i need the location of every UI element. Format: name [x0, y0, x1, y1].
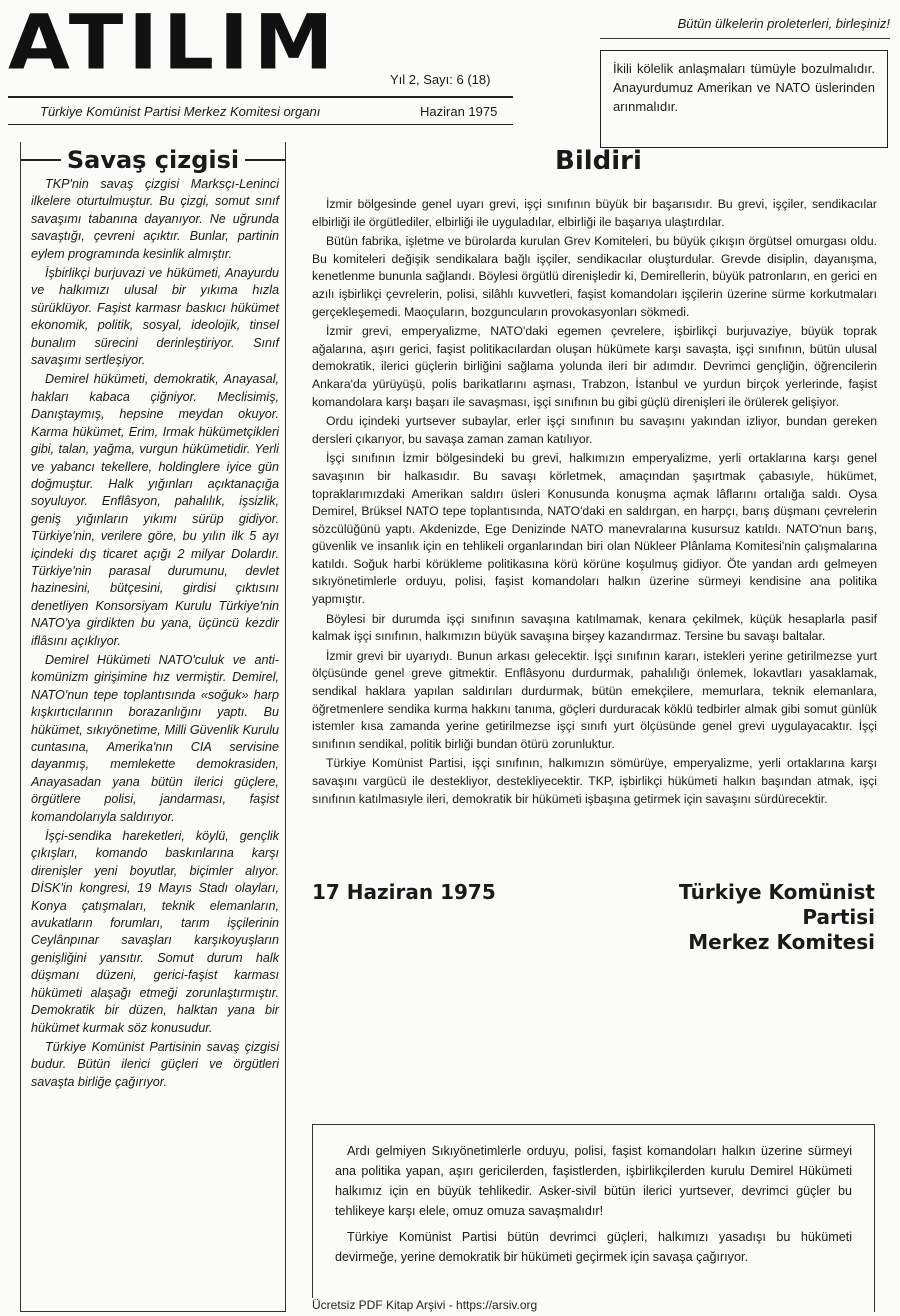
- main-paragraph: İzmir grevi, emperyalizme, NATO'daki egemen çevrelere, işbirlikçi burjuvaziye, büyük toprak ağalarına, aşırı gerici, faşist politikacılardan oluşan hükümete karşı savaşta, işçi sınıfının, bütün ulusal demokratik, ilerici güçlerin birliğini sağlama yolunda ileri bir adımdır. Devrimci gençliğin, öğrencilerin Ankara'da yürüyüşü, polis barikatlarını aşması, Trabzon, İstanbul ve yurdun birçok yerlerinde, faşist komandolara karşı başarı ile savaşması, işçi sınıfının bu gibi güçlü direnişleri ile örülerek gelişiyor.: [312, 324, 877, 409]
- issue-number: Yıl 2, Sayı: 6 (18): [390, 72, 491, 87]
- main-paragraph: Böylesi bir durumda işçi sınıfının savaşına katılmamak, kenara çekilmek, küçük hesaplarla pasif kalmak işçi sınıfının, halkımızın büyük savaşına birşey kazandırmaz. Tersine bu savaşı baltalar.: [312, 611, 877, 644]
- signature-date: 17 Haziran 1975: [312, 880, 496, 904]
- callout-paragraph: Ardı gelmiyen Sıkıyönetimlerle orduyu, polisi, faşist komandoları halkın üzerine sürmeyi ana politika yapan, aşırı gericilerden, faşistlerden, işbirlikçilerden kurulu Demirel Hükümeti halkımız için en büyük tehlikedir. Asker-sivil bütün ilerici yurtsever, devrimci güçler bu tehlikeye karşı elele, omuz omuza savaşmalıdır!: [335, 1144, 852, 1218]
- left-article-title: Savaş çizgisi: [66, 146, 240, 174]
- main-paragraph: İzmir bölgesinde genel uyarı grevi, işçi sınıfının büyük bir başarısıdır. Bu grevi, işçiler, sendikacılar elbirliği ile örgütlediler, elbirliği ile uyguladılar, elbirliği ile başarıya ulaştırdılar.: [312, 197, 877, 229]
- masthead-logo: ATILIM: [8, 0, 339, 87]
- signature-party-line1: Türkiye Komünist Partisi: [678, 880, 875, 929]
- left-article: [20, 142, 286, 1312]
- main-paragraph: İzmir grevi bir uyarıydı. Bunun arkası gelecektir. İşçi sınıfının kararı, istekleri yerine getirilmezse yurt ölçüsünde genel greve gitmektir. Enflâsyonu durdurmak, pahalılığı önlemek, lokavtları yasaklamak, sendikal haklara yapılan saldırıları durdurmak, bütün emekçilere, memurlara, teknik elemanlara, öğretmenlere sendika kurma hakkını tanıma, göçleri durduracak köklü tedbirler almak gibi somut günlük istemler kısa zamanda yerine getirilmezse işçi sınıfı yurt ölçüsünde genel grevi uygulayacaktır. İşçi sınıfının sendikal, politik birliği bundan ötürü zorunluktur.: [312, 648, 877, 751]
- left-paragraph: İşbirlikçi burjuvazi ve hükümeti, Anayurdu ve halkımızı ulusal bir yıkıma hızla sürüklüyor. Faşist karmasr baskıcı hükümet ekonomik, politik, sosyal, ideolojik, tinsel bunalım sürecini derinleştiriyor. Sınıf savaşımı sertleşiyor.: [31, 266, 279, 368]
- signature-party-line2: Merkez Komitesi: [688, 930, 875, 954]
- issue-date: Haziran 1975: [420, 104, 498, 119]
- main-paragraph: Türkiye Komünist Partisi, işçi sınıfının, halkımızın sömürüye, emperyalizme, yerli ortaklarına karşı savaşını vargücü ile destekliyor, destekliyecektir. TKP, işbirlikçi hükümeti halkın başından atmak, işçi sınıfının katılmasıyle ileri, demokratik bir hükümeti işbaşına getirmek için savaşını sürdürecektir.: [312, 756, 877, 806]
- left-paragraph: İşçi-sendika hareketleri, köylü, gençlik çıkışları, komando baskınlarına karşı direnişler yeni boyutlar, biçimler alıyor. DİSK'in kongresi, 19 Mayıs Stadı olayları, Konya çatışmaları, teknik elemanların, avukatların forumları, tarım işçilerinin Ceylânpınar savaşları karşıkoyuşların genişliğini yansıtır. Somut durum halk düşmanı düzeni, gerici-faşist karması hükümeti alaşağı etmeği zorunlaştırmıştır. Demokratik bir düzen, halktan yana bir hükümet kurmak söz konusudur.: [31, 829, 279, 1035]
- left-article-header: [21, 146, 285, 174]
- signature-party: [600, 880, 875, 955]
- main-article: [312, 196, 877, 810]
- bottom-callout-box: [312, 1124, 875, 1312]
- archive-watermark[interactable]: Ücretsiz PDF Kitap Arşivi - https://arsiv.org: [312, 1298, 541, 1312]
- title-rule-right: [245, 159, 285, 161]
- left-paragraph: Demirel hükümeti, demokratik, Anayasal, hakları kabaca çiğniyor. Meclisimiş, Danıştaymış, hepsine meydan okuyor. Karma hükümet, Erim, Irmak hükümetçikleri gibi, talan, yağma, vurgun hükümetidir. Yerli ve yabancı tekellere, holdinglere iyice gün doğmuştur. Halk yığınları açıktanaçığa soyuluyor. Enflâsyon, pahalılık, işsizlik, geniş yığınların yıkımı sürüp gidiyor. Türkiye'nin, verilere göre, bu yılın ilk 5 ayı içindeki dış ticaret açığı 2 milyar Dolardır. Türkiye'nin parasal durumunu, devlet hazinesini, bütçesini, girdisi çıktısını denetliyen Konsorsiyam Kurulu Türkiye'nin NATO'ya girdikten bu yana, üçüncü kezdir iflâsını açıklıyor.: [31, 372, 279, 648]
- boxed-note: İkili kölelik anlaşmaları tümüyle bozulmalıdır. Anayurdumuz Amerikan ve NATO üslerinden arınmalıdır.: [600, 50, 888, 148]
- slogan: Bütün ülkelerin proleterleri, birleşiniz!: [677, 16, 890, 31]
- left-paragraph: Demirel Hükümeti NATO'culuk ve anti-komünizm girişimine hız vermiştir. Demirel, NATO'nun tepe toplantısında «soğuk» harp kışkırtıcılarının borazanlığını yaptı. Bu hükümet, sıkıyönetime, Milli Güvenlik Kurulu cuntasına, Amerika'nın CIA servisine dayanmış, memlekette demokrasiden, Anayasadan yana bütün ilerici güçlere, örgütlere polisi, jandarması, faşist komandolarıyla saldırıyor.: [31, 652, 279, 824]
- header-rule-bottom: [8, 124, 513, 125]
- main-paragraph: Ordu içindeki yurtsever subaylar, erler işçi sınıfının bu savaşını yakından izliyor, bundan gereken dersleri çıkarıyor, bu savaşa zaman zaman katılıyor.: [312, 414, 877, 446]
- main-paragraph: İşçi sınıfının İzmir bölgesindeki bu grevi, halkımızın emperyalizme, yerli ortaklarına karşı genel savaşının bir halkasıdır. Bu savaşı körletmek, amaçından şaşırtmak çabasıyle, hükümet, topraklarımızdaki Amerikan saldırı üsleri Konusunda konuşma açmak lâflarını ortalığa saldı. Oysa Demirel, Brüksel NATO tepe toplantısında, NATO'daki en saldırgan, en harpçı, barış düşmanı çevrelerin sözcülüğünü yaptı. Akdenizde, Ege Denizinde NATO manevralarına kusursuz katıldı. NATO'nun barış, güvenlik ve insanlık için en tehlikeli organlarından biri olan Nükleer Plânlama Komitesi'nin çalışmalarına katıldı. Soğuk harbi körükleme politikasına körü körüne koşulmuş gidiyor. Öte yandan ardı gelmeyen sıkıyönetimlerle orduyu, polisi, faşist komandoları halkın üzerine sürmeyi kendisine ana politika yapmıştır.: [312, 451, 877, 607]
- left-paragraph: Türkiye Komünist Partisinin savaş çizgisi budur. Bütün ilerici güçleri ve örgütleri savaşta birliğe çağırıyor.: [31, 1039, 279, 1089]
- title-rule-left: [21, 159, 61, 161]
- left-paragraph: TKP'nin savaş çizgisi Marksçı-Leninci ilkelere oturtulmuştur. Bu çizgi, somut sınıf savaşımı tabanına dayanıyor. Ne uğrunda savaştığı, çevreni açıktır. Bunlar, partinin eylem programında kesinlik almıştır.: [31, 177, 279, 261]
- slogan-rule: [600, 38, 890, 39]
- main-article-title: Bildiri: [555, 146, 642, 176]
- callout-paragraph: Türkiye Komünist Partisi bütün devrimci güçleri, halkımızı yasadışı bu hükümeti devirmeğe, yerine demokratik bir hükümeti geçirmek için savaşa çağırıyor.: [335, 1230, 852, 1264]
- main-paragraph: Bütün fabrika, işletme ve bürolarda kurulan Grev Komiteleri, bu büyük çıkışın örgütsel omurgası oldu. Bu komiteleri değişik sendikalara bağlı işçiler, sendikacılar oluşturdular. Grevde disiplin, dayanışma, kenetlenme bununla sağlandı. Böylesi örgütlü direnişledir ki, Demirellerin, büyük patronların, en gerici en azılı işbirlikçi çevrelerin, polisi, silâhlı kuvvetleri, faşist komandoları işçilerin üzerine sürme korkutmaları gerçekleşemedi. Maoçuların, bozguncuların provokasyonları sökmedi.: [312, 234, 877, 319]
- header-rule: [8, 96, 513, 98]
- organ-subtitle: Türkiye Komünist Partisi Merkez Komitesi organı: [40, 104, 321, 119]
